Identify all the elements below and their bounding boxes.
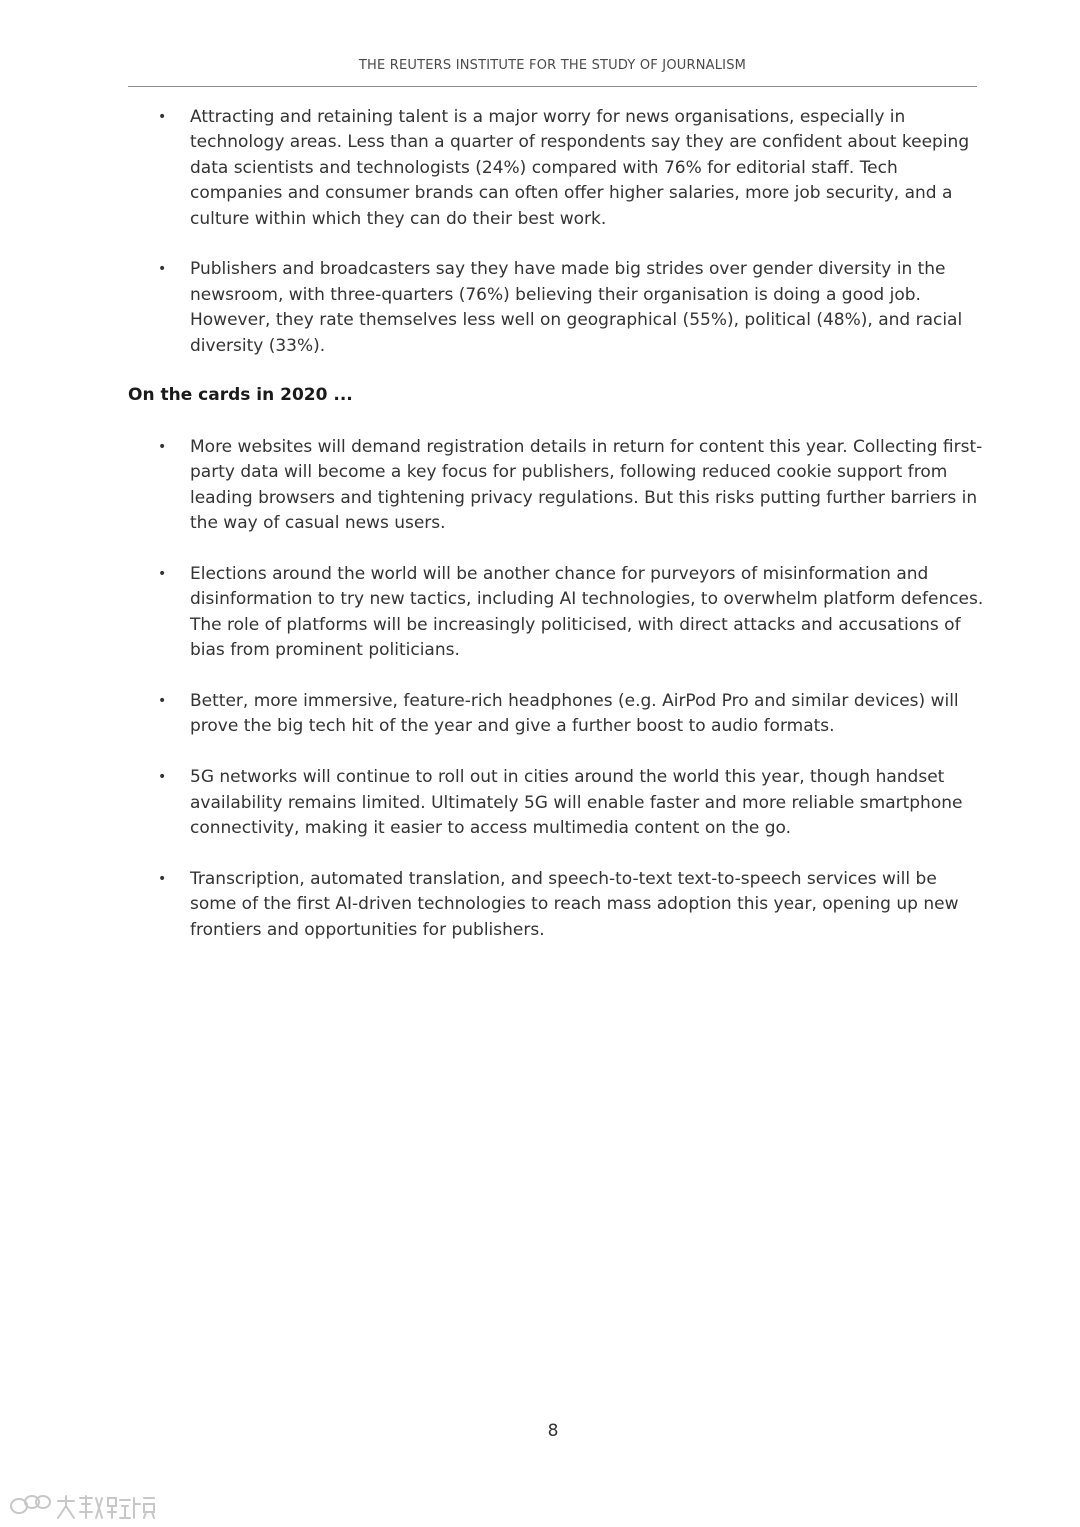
bullet-icon: • (158, 261, 167, 278)
bullet-icon: • (158, 870, 167, 887)
list-item-text: Attracting and retaining talent is a major worry for news organisations, especially in technology areas. Less than a quarter of respondents say they are confident about keeping data scientists and technologists (24%) compared with 76% for editorial staff. Tech companies and consumer brands can often offer higher salaries, more job security, and a culture within which they can do their best work. (190, 107, 970, 229)
list-item (128, 562, 988, 664)
running-header: THE REUTERS INSTITUTE FOR THE STUDY OF JOURNALISM (358, 58, 747, 73)
header-divider (128, 86, 977, 87)
bullet-icon: • (158, 439, 167, 455)
wechat-logo-icon (8, 1492, 158, 1522)
list-item (128, 765, 988, 841)
page-number: 8 (547, 1421, 559, 1441)
list-item-text: Better, more immersive, feature-rich headphones (e.g. AirPod Pro and similar devices) will prove the big tech hit of the year and give a further boost to audio formats. (190, 691, 959, 737)
bullet-icon: • (158, 693, 167, 710)
list-item (128, 867, 988, 943)
list-item-text: More websites will demand registration details in return for content this year. Collecting first-party data will become a key focus for publishers, following reduced cookie support from leading browsers and tightening privacy regulations. But this risks putting further barriers in the way of casual news users. (190, 437, 983, 534)
list-item-text: 5G networks will continue to roll out in cities around the world this year, though handset availability remains limited. Ultimately 5G will enable faster and more reliable smartphone connectivity, making it easier to access multimedia content on the go. (190, 767, 963, 839)
list-item-text: Elections around the world will be another chance for purveyors of misinformation and disinformation to try new tactics, including AI technologies, to overwhelm platform defences. The role of platforms will be increasingly politicised, with direct attacks and accusations of bias from prominent politicians. (190, 564, 984, 661)
bullet-icon: • (158, 769, 167, 786)
list-item-text: Publishers and broadcasters say they have made big strides over gender diversity in the newsroom, with three-quarters (76%) believing their organisation is doing a good job. However, they rate themselves less well on geographical (55%), political (48%), and racial diversity (33%). (190, 259, 963, 356)
watermark (8, 1492, 158, 1522)
predictions-list (128, 435, 988, 943)
list-item-text: Transcription, automated translation, and speech-to-text text-to-speech services will be some of the first AI-driven technologies to reach mass adoption this year, opening up new frontiers and opportunities for publishers. (190, 868, 959, 940)
bullet-icon: • (158, 566, 167, 583)
list-item (128, 435, 988, 537)
list-item (128, 257, 988, 359)
section-heading: On the cards in 2020 ... (128, 385, 353, 405)
bullet-icon: • (158, 109, 167, 125)
list-item (128, 689, 988, 740)
list-item (128, 105, 988, 232)
findings-list (128, 105, 988, 359)
